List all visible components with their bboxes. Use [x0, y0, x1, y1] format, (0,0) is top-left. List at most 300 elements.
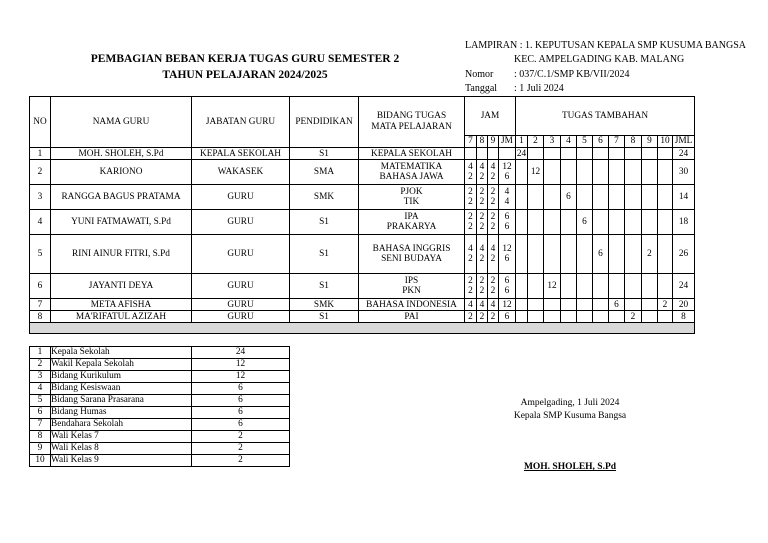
tugas-tambahan-list [29, 346, 290, 467]
list-no: 3 [30, 371, 51, 383]
list-value: 2 [192, 431, 290, 443]
row-tugas-10 [658, 160, 673, 185]
row-tugas-10 [658, 210, 673, 235]
list-value: 24 [192, 347, 290, 359]
row-no: 5 [30, 235, 51, 274]
row-tugas-1 [516, 274, 528, 299]
row-bidang-tugas [359, 299, 465, 311]
row-nama-guru: RINI AINUR FITRI, S.Pd [51, 235, 192, 274]
row-jam-8-line: 4 [479, 162, 485, 172]
signature-name: MOH. SHOLEH, S.Pd [523, 462, 617, 472]
row-tugas-6 [593, 148, 609, 160]
row-tugas-3 [544, 160, 561, 185]
row-bidang-tugas-line: PRAKARYA [386, 222, 437, 232]
row-jam-jm-line: 12 [502, 162, 512, 172]
table-row [30, 235, 695, 274]
row-tugas-2 [528, 148, 544, 160]
table-row [30, 299, 695, 311]
row-no: 4 [30, 210, 51, 235]
row-jam-7 [465, 311, 477, 323]
list-no: 4 [30, 383, 51, 395]
row-jam-8 [477, 299, 488, 311]
list-item [30, 371, 290, 383]
list-name: Bidang Kurikulum [51, 371, 192, 383]
row-jam-9 [488, 299, 499, 311]
row-tugas-6 [593, 311, 609, 323]
jam-sub-jm: JM [499, 136, 516, 148]
row-tugas-1: 24 [516, 148, 527, 159]
row-jam-9 [488, 160, 499, 185]
row-jam-8-line: 2 [479, 197, 485, 207]
row-jabatan: GURU [192, 274, 290, 299]
row-no: 1 [30, 148, 51, 160]
row-pendidikan: S1 [290, 311, 359, 323]
row-jam-8-line: 2 [479, 187, 485, 197]
row-tugas-8 [625, 160, 642, 185]
list-value: 6 [192, 383, 290, 395]
row-jam-9-line: 4 [490, 244, 496, 254]
row-tugas-8 [625, 299, 642, 311]
tanggal-value: : 1 Juli 2024 [514, 83, 564, 94]
row-jam-9-line: 2 [490, 212, 496, 222]
list-name: Bidang Kesiswaan [51, 383, 192, 395]
row-jam-7-line: 2 [468, 197, 473, 207]
separator-cell [30, 323, 695, 334]
row-tugas-1 [516, 185, 528, 210]
row-no: 6 [30, 274, 51, 299]
list-item [30, 443, 290, 455]
row-tugas-2 [528, 210, 544, 235]
row-tugas-8 [625, 274, 642, 299]
list-item [30, 347, 290, 359]
tanggal-label: Tanggal [465, 83, 498, 94]
row-tugas-jml: 30 [673, 160, 695, 185]
row-pendidikan: S1 [290, 148, 359, 160]
list-name: Wali Kelas 9 [51, 455, 192, 467]
table-row [30, 311, 695, 323]
row-tugas-7 [609, 235, 625, 274]
row-jam-7-line: 2 [468, 222, 473, 232]
row-tugas-4 [561, 311, 577, 323]
row-tugas-4: 6 [561, 185, 577, 210]
row-tugas-9: 2 [642, 235, 658, 274]
list-value: 6 [192, 407, 290, 419]
header-bidang-tugas [359, 97, 465, 148]
row-tugas-8 [625, 210, 642, 235]
row-jabatan: KEPALA SEKOLAH [192, 148, 290, 160]
row-tugas-4 [561, 160, 577, 185]
row-tugas-1 [516, 235, 528, 274]
tugas-sub-7: 7 [609, 136, 625, 148]
tugas-sub-6: 6 [593, 136, 609, 148]
row-jam-9-line: 2 [490, 311, 496, 322]
row-jam-jm-line: 6 [504, 222, 510, 232]
row-pendidikan: S1 [290, 274, 359, 299]
row-tugas-3 [544, 148, 561, 160]
row-jam-jm [499, 210, 516, 235]
list-no: 6 [30, 407, 51, 419]
row-jam-8-line: 2 [479, 172, 485, 182]
row-tugas-7 [609, 160, 625, 185]
list-name: Bidang Sarana Prasarana [51, 395, 192, 407]
tugas-sub-10: 10 [658, 136, 673, 148]
row-bidang-tugas [359, 148, 465, 160]
row-jam-jm [499, 299, 516, 311]
row-tugas-5 [577, 185, 593, 210]
row-jam-7 [465, 210, 477, 235]
row-bidang-tugas [359, 160, 465, 185]
row-jam-7-line: 2 [468, 254, 473, 264]
row-nama-guru: RANGGA BAGUS PRATAMA [51, 185, 192, 210]
row-tugas-3 [544, 185, 561, 210]
row-tugas-jml: 24 [673, 148, 695, 160]
row-tugas-2 [528, 185, 544, 210]
row-jam-8 [477, 160, 488, 185]
beban-kerja-table [29, 96, 695, 334]
row-bidang-tugas [359, 235, 465, 274]
signature-place-date: Ampelgading, 1 Juli 2024 [520, 398, 620, 408]
row-jabatan: GURU [192, 185, 290, 210]
row-tugas-3 [544, 235, 561, 274]
row-nama-guru: MOH. SHOLEH, S.Pd [51, 148, 192, 160]
row-tugas-2 [528, 311, 544, 323]
row-tugas-5 [577, 148, 593, 160]
list-name: Bendahara Sekolah [51, 419, 192, 431]
row-jam-8 [477, 311, 488, 323]
row-tugas-1 [516, 311, 528, 323]
row-jam-9-line: 2 [490, 276, 496, 286]
row-tugas-6 [593, 299, 609, 311]
list-value: 6 [192, 419, 290, 431]
row-bidang-tugas [359, 274, 465, 299]
row-jam-jm-line: 6 [504, 212, 510, 222]
row-jam-7-line: 2 [468, 172, 473, 182]
row-jam-jm [499, 235, 516, 274]
row-tugas-10 [658, 148, 673, 160]
row-tugas-9 [642, 210, 658, 235]
row-tugas-1 [516, 210, 528, 235]
header-bidang-line2: MATA PELAJARAN [371, 122, 452, 132]
list-no: 10 [30, 455, 51, 467]
row-tugas-9 [642, 311, 658, 323]
row-tugas-4 [561, 148, 577, 160]
row-bidang-tugas [359, 210, 465, 235]
row-tugas-10 [658, 311, 673, 323]
row-jam-8 [477, 235, 488, 274]
nomor-label: Nomor [465, 69, 494, 80]
row-jam-jm [499, 185, 516, 210]
row-jam-8-line: 2 [479, 212, 485, 222]
row-tugas-10 [658, 274, 673, 299]
list-item [30, 455, 290, 467]
doc-title-line1: PEMBAGIAN BEBAN KERJA TUGAS GURU SEMESTER 2 [90, 53, 400, 65]
row-tugas-5 [577, 274, 593, 299]
row-jam-7-line: 4 [468, 162, 473, 172]
row-tugas-9 [642, 160, 658, 185]
row-jam-7 [465, 160, 477, 185]
jam-sub-9: 9 [488, 136, 499, 148]
row-jam-8-line: 4 [479, 244, 485, 254]
row-tugas-9 [642, 148, 658, 160]
tugas-sub-jml: JML [673, 136, 695, 148]
row-nama-guru: MA'RIFATUL AZIZAH [51, 311, 192, 323]
row-jam-jm [499, 274, 516, 299]
row-jam-jm-line: 12 [502, 244, 512, 254]
row-tugas-8 [625, 185, 642, 210]
list-name: Wakil Kepala Sekolah [51, 359, 192, 371]
row-no: 8 [30, 311, 51, 323]
row-tugas-10: 2 [658, 299, 673, 311]
row-tugas-5 [577, 160, 593, 185]
row-jam-jm-line: 6 [504, 311, 510, 322]
nomor-value: : 037/C.1/SMP KB/VII/2024 [514, 69, 630, 80]
row-tugas-8 [625, 235, 642, 274]
row-tugas-6 [593, 274, 609, 299]
row-tugas-5 [577, 235, 593, 274]
row-jam-jm-line: 6 [504, 172, 510, 182]
header-pendidikan: PENDIDIKAN [290, 97, 359, 148]
row-tugas-4 [561, 235, 577, 274]
row-tugas-3 [544, 210, 561, 235]
row-tugas-7 [609, 210, 625, 235]
row-jam-9-line: 2 [490, 222, 496, 232]
row-jam-9-line: 4 [490, 299, 496, 310]
row-jam-8-line: 2 [479, 286, 485, 296]
row-tugas-10 [658, 235, 673, 274]
row-tugas-jml: 24 [673, 274, 695, 299]
list-value: 2 [192, 443, 290, 455]
row-jam-8-line: 4 [479, 299, 485, 310]
row-tugas-jml: 20 [673, 299, 695, 311]
row-tugas-1 [516, 299, 528, 311]
row-no: 3 [30, 185, 51, 210]
row-jam-7-line: 4 [468, 244, 473, 254]
separator-row [30, 323, 695, 334]
row-jam-jm [499, 311, 516, 323]
list-no: 1 [30, 347, 51, 359]
row-bidang-tugas-line: IPA [404, 212, 419, 222]
row-tugas-3: 12 [544, 274, 561, 299]
list-item [30, 407, 290, 419]
tugas-sub-5: 5 [577, 136, 593, 148]
row-jam-7-line: 4 [468, 299, 473, 310]
list-item [30, 431, 290, 443]
list-item [30, 395, 290, 407]
tugas-sub-4: 4 [561, 136, 577, 148]
row-tugas-6 [593, 185, 609, 210]
row-jam-jm-line: 6 [504, 254, 510, 264]
row-tugas-8 [625, 148, 642, 160]
row-bidang-tugas-line: KEPALA SEKOLAH [370, 148, 452, 159]
tugas-sub-3: 3 [544, 136, 561, 148]
tugas-sub-9: 9 [642, 136, 658, 148]
header-tugas-tambahan: TUGAS TAMBAHAN [516, 97, 695, 136]
signature-position: Kepala SMP Kusuma Bangsa [513, 411, 627, 421]
row-pendidikan: SMK [290, 299, 359, 311]
row-tugas-6 [593, 210, 609, 235]
row-tugas-5: 6 [577, 210, 593, 235]
row-bidang-tugas-line: PKN [402, 286, 421, 296]
row-jam-jm [499, 148, 516, 160]
row-tugas-2 [528, 274, 544, 299]
row-jabatan: WAKASEK [192, 160, 290, 185]
tugas-sub-1: 1 [516, 136, 528, 148]
header-jabatan: JABATAN GURU [192, 97, 290, 148]
row-jam-9 [488, 210, 499, 235]
row-bidang-tugas-line: BAHASA JAWA [379, 172, 444, 182]
list-name: Wali Kelas 8 [51, 443, 192, 455]
row-jam-7 [465, 235, 477, 274]
row-bidang-tugas-line: MATEMATIKA [380, 162, 443, 172]
row-jam-9 [488, 235, 499, 274]
jam-sub-7: 7 [465, 136, 477, 148]
lampiran-line2: KEC. AMPELGADING KAB. MALANG [514, 54, 685, 65]
row-tugas-2: 12 [528, 160, 544, 185]
row-bidang-tugas-line: TIK [403, 197, 420, 207]
row-jam-8-line: 2 [479, 254, 485, 264]
row-jam-8 [477, 185, 488, 210]
list-value: 6 [192, 395, 290, 407]
row-no: 7 [30, 299, 51, 311]
header-nama-guru: NAMA GURU [51, 97, 192, 148]
row-jam-7 [465, 274, 477, 299]
row-nama-guru: KARIONO [51, 160, 192, 185]
row-jam-8 [477, 274, 488, 299]
row-tugas-2 [528, 235, 544, 274]
list-no: 8 [30, 431, 51, 443]
row-jam-7-line: 2 [468, 311, 473, 322]
row-tugas-4 [561, 210, 577, 235]
row-jam-7 [465, 185, 477, 210]
row-tugas-9 [642, 299, 658, 311]
row-tugas-9 [642, 274, 658, 299]
row-tugas-3 [544, 311, 561, 323]
row-jam-7-line: 2 [468, 212, 473, 222]
row-tugas-7 [609, 311, 625, 323]
row-jam-jm-line: 6 [504, 276, 510, 286]
row-jam-9 [488, 185, 499, 210]
row-jabatan: GURU [192, 210, 290, 235]
row-jabatan: GURU [192, 299, 290, 311]
lampiran-label: LAMPIRAN : 1. KEPUTUSAN KEPALA SMP KUSUMA BANGSA [465, 40, 746, 51]
header-no: NO [30, 97, 51, 148]
row-tugas-6 [593, 160, 609, 185]
row-jam-jm [499, 160, 516, 185]
row-jam-7-line: 2 [468, 187, 473, 197]
list-item [30, 419, 290, 431]
list-value: 2 [192, 455, 290, 467]
row-jam-7 [465, 148, 477, 160]
row-tugas-10 [658, 185, 673, 210]
row-jam-7 [465, 299, 477, 311]
list-no: 9 [30, 443, 51, 455]
row-bidang-tugas-line: PJOK [400, 187, 423, 197]
row-bidang-tugas-line: BAHASA INGGRIS [372, 244, 451, 254]
row-tugas-jml: 18 [673, 210, 695, 235]
row-jam-9-line: 2 [490, 187, 496, 197]
row-tugas-5 [577, 311, 593, 323]
row-jam-8 [477, 148, 488, 160]
header-jam: JAM [465, 97, 516, 136]
row-jam-9-line: 2 [490, 286, 496, 296]
row-tugas-8: 2 [625, 311, 642, 323]
row-bidang-tugas-line: SENI BUDAYA [381, 254, 442, 264]
row-jam-9 [488, 274, 499, 299]
list-no: 5 [30, 395, 51, 407]
row-tugas-5 [577, 299, 593, 311]
row-pendidikan: SMA [290, 160, 359, 185]
row-jam-jm-line: 4 [504, 197, 510, 207]
list-no: 7 [30, 419, 51, 431]
row-pendidikan: S1 [290, 235, 359, 274]
row-jam-9-line: 2 [490, 172, 496, 182]
table-row [30, 148, 695, 160]
row-jam-9-line: 4 [490, 162, 496, 172]
row-tugas-3 [544, 299, 561, 311]
row-jam-8-line: 2 [479, 222, 485, 232]
row-tugas-7 [609, 185, 625, 210]
row-tugas-7 [609, 148, 625, 160]
row-nama-guru: META AFISHA [51, 299, 192, 311]
row-jabatan: GURU [192, 311, 290, 323]
list-name: Kepala Sekolah [51, 347, 192, 359]
tugas-sub-8: 8 [625, 136, 642, 148]
row-tugas-6: 6 [593, 235, 609, 274]
table-row [30, 274, 695, 299]
tugas-sub-2: 2 [528, 136, 544, 148]
row-nama-guru: JAYANTI DEYA [51, 274, 192, 299]
list-item [30, 359, 290, 371]
row-tugas-7: 6 [609, 299, 625, 311]
row-bidang-tugas-line: PAI [404, 311, 419, 322]
row-tugas-7 [609, 274, 625, 299]
row-tugas-jml: 14 [673, 185, 695, 210]
row-jam-9 [488, 311, 499, 323]
table-row [30, 210, 695, 235]
row-nama-guru: YUNI FATMAWATI, S.Pd [51, 210, 192, 235]
row-bidang-tugas-line: IPS [404, 276, 419, 286]
row-tugas-2 [528, 299, 544, 311]
row-tugas-4 [561, 274, 577, 299]
table-row [30, 185, 695, 210]
row-tugas-jml: 8 [673, 311, 695, 323]
table-row [30, 160, 695, 185]
row-jam-7-line: 2 [468, 276, 473, 286]
list-value: 12 [192, 359, 290, 371]
row-pendidikan: S1 [290, 210, 359, 235]
list-name: Wali Kelas 7 [51, 431, 192, 443]
row-jam-jm-line: 12 [502, 299, 512, 310]
list-item [30, 383, 290, 395]
row-jam-9-line: 2 [490, 197, 496, 207]
row-pendidikan: SMK [290, 185, 359, 210]
row-no: 2 [30, 160, 51, 185]
row-bidang-tugas [359, 185, 465, 210]
row-jam-jm-line: 6 [504, 286, 510, 296]
row-jabatan: GURU [192, 235, 290, 274]
row-jam-8-line: 2 [479, 276, 485, 286]
list-name: Bidang Humas [51, 407, 192, 419]
header-bidang-line1: BIDANG TUGAS [376, 111, 447, 121]
jam-sub-8: 8 [477, 136, 488, 148]
doc-title-line2: TAHUN PELAJARAN 2024/2025 [162, 69, 328, 81]
row-jam-7-line: 2 [468, 286, 473, 296]
row-tugas-4 [561, 299, 577, 311]
row-tugas-9 [642, 185, 658, 210]
row-jam-8 [477, 210, 488, 235]
row-bidang-tugas [359, 311, 465, 323]
row-jam-jm-line: 4 [504, 187, 510, 197]
